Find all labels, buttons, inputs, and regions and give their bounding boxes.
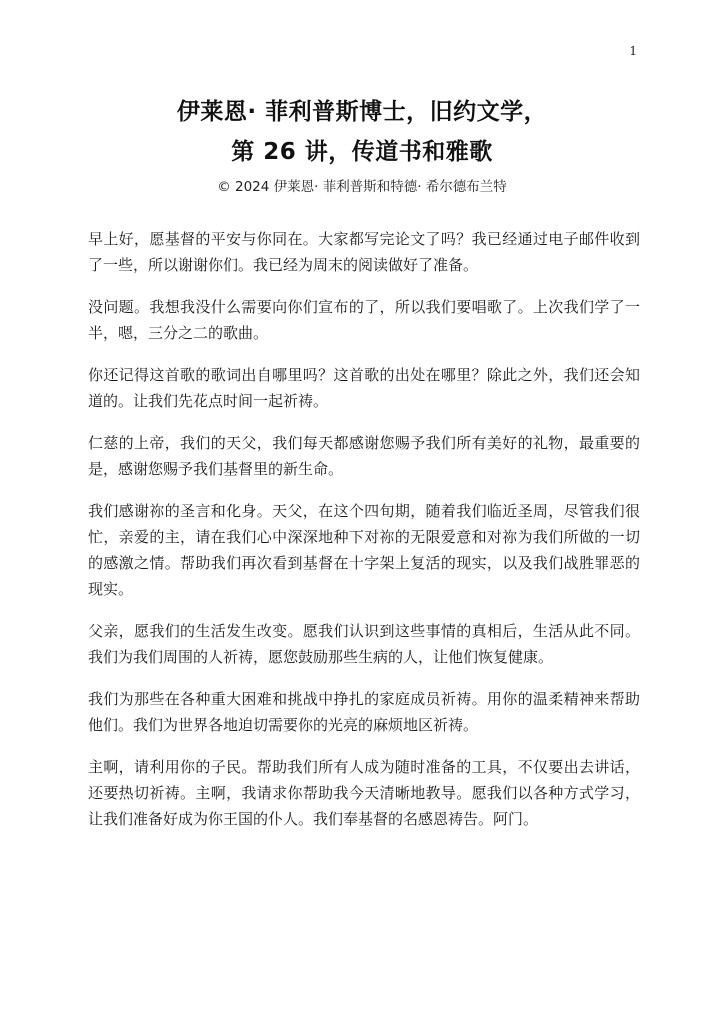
title-line-1: 伊莱恩· 菲利普斯博士，旧约文学， [176, 99, 548, 125]
title-block [0, 92, 724, 198]
page-number: 1 [629, 44, 637, 58]
paragraph: 没问题。我想我没什么需要向你们宣布的了，所以我们要唱歌了。上次我们学了一半，嗯，三分之二的歌曲。 [88, 298, 640, 342]
paragraph: 我们为那些在各种重大困难和挑战中挣扎的家庭成员祈祷。用你的温柔精神来帮助他们。我们为世界各地迫切需要你的光亮的麻烦地区祈祷。 [88, 690, 640, 734]
paragraph: 早上好，愿基督的平安与你同在。大家都写完论文了吗？我已经通过电子邮件收到了一些，所以谢谢你们。我已经为周末的阅读做好了准备。 [88, 230, 640, 274]
paragraph: 仁慈的上帝，我们的天父，我们每天都感谢您赐予我们所有美好的礼物，最重要的是，感谢您赐予我们基督里的新生命。 [88, 434, 640, 478]
paragraph: 我们感谢祢的圣言和化身。天父，在这个四旬期，随着我们临近圣周，尽管我们很忙，亲爱的主，请在我们心中深深地种下对祢的无限爱意和对祢为我们所做的一切的感激之情。帮助我们再次看到基督在十字架上复活的现实，以及我们战胜罪恶的现实。 [88, 502, 640, 598]
paragraph: 父亲，愿我们的生活发生改变。愿我们认识到这些事情的真相后，生活从此不同。我们为我们周围的人祈祷，愿您鼓励那些生病的人，让他们恢复健康。 [88, 622, 640, 666]
paragraph: 主啊，请利用你的子民。帮助我们所有人成为随时准备的工具，不仅要出去讲话，还要热切祈祷。主啊，我请求你帮助我今天清晰地教导。愿我们以各种方式学习，让我们准备好成为你王国的仆人。我们奉基督的名感恩祷告。阿门。 [88, 758, 640, 828]
copyright-notice: © 2024 伊莱恩· 菲利普斯和特德· 希尔德布兰特 [217, 179, 507, 195]
title-line-2: 第 26 讲，传道书和雅歌 [231, 139, 493, 165]
paragraph: 你还记得这首歌的歌词出自哪里吗？这首歌的出处在哪里？除此之外，我们还会知道的。让我们先花点时间一起祈祷。 [88, 366, 640, 410]
document-body [88, 226, 640, 848]
